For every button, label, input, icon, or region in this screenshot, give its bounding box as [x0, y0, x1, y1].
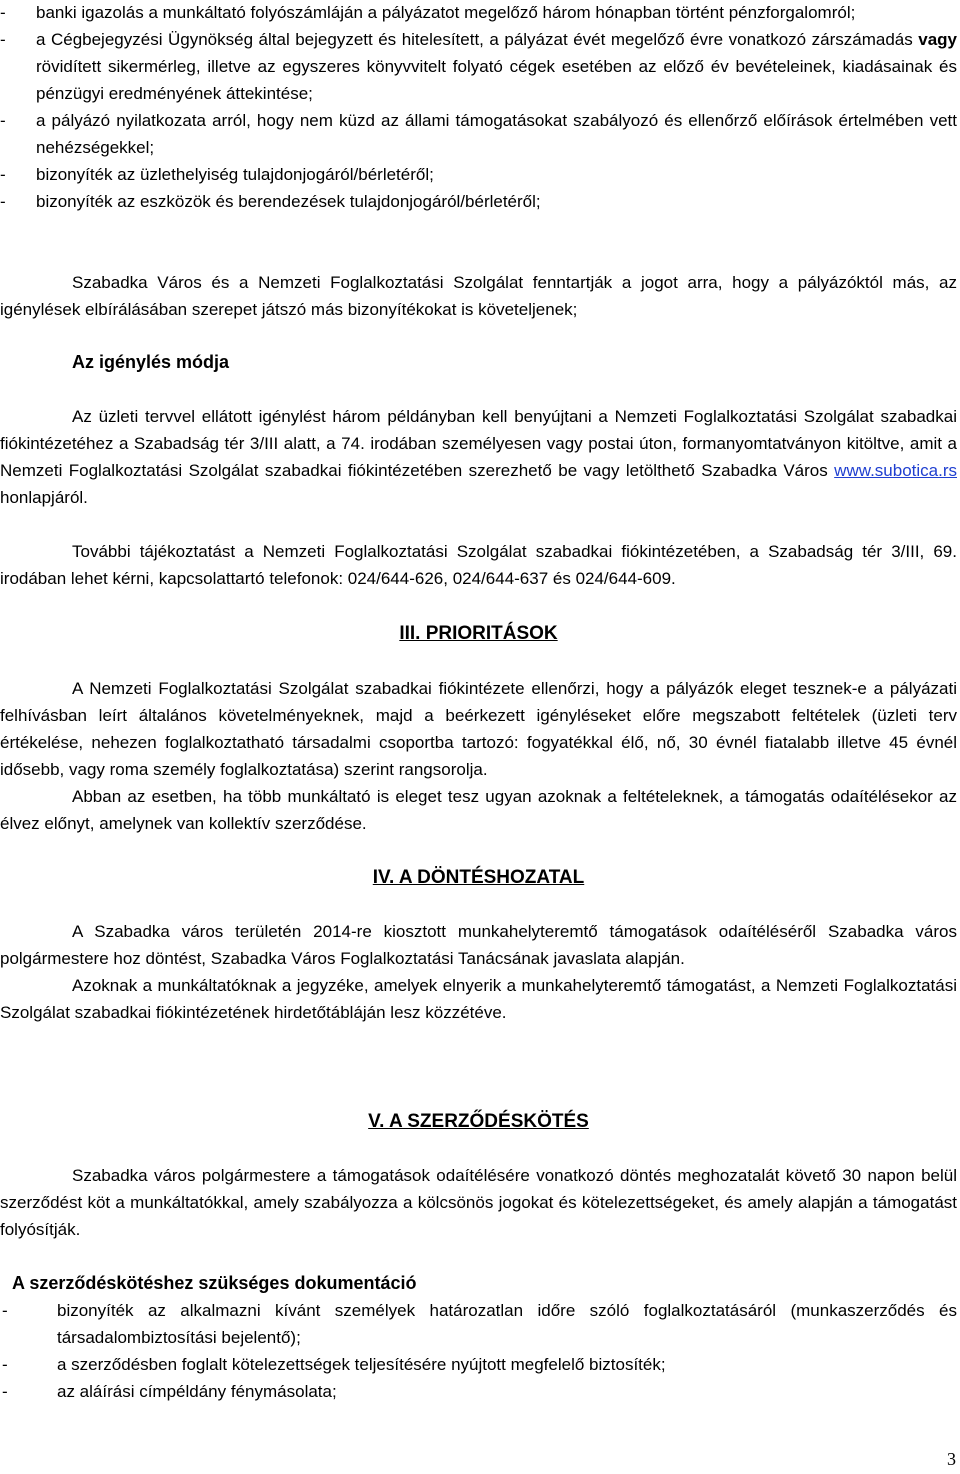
section-5-title: V. A SZERZŐDÉSKÖTÉS	[368, 1111, 589, 1132]
list-item-text: a pályázó nyilatkozata arról, hogy nem küzd az állami támogatásokat szabályozó és ellenőrző előírások értelmében vett nehézségekkel;	[36, 111, 957, 157]
info-section	[0, 538, 957, 592]
list-dash: -	[0, 111, 6, 130]
list-item-text: bizonyíték az üzlethelyiség tulajdonjogáról/bérletéről;	[36, 165, 434, 184]
list-item	[0, 1297, 957, 1351]
list-item	[0, 0, 957, 26]
section-4-paragraph-2: Azoknak a munkáltatóknak a jegyzéke, amelyek elnyerik a munkahelyteremtő támogatást, a Nemzeti Foglalkoztatási Szolgálat szabadkai fiókintézetének hirdetőtábláján lesz közzétéve.	[0, 976, 957, 1022]
method-text-end: honlapjáról.	[0, 488, 88, 507]
section-3-title: III. PRIORITÁSOK	[399, 623, 558, 644]
emphasis-vagy: vagy	[918, 30, 957, 49]
section-4-body	[0, 918, 957, 1026]
website-link[interactable]: www.subotica.rs	[834, 461, 957, 480]
section-3-body	[0, 675, 957, 837]
docs-list	[0, 1297, 957, 1405]
section-5-body	[0, 1162, 957, 1243]
method-heading-block	[72, 349, 872, 376]
reservation-paragraph: Szabadka Város és a Nemzeti Foglalkoztatási Szolgálat fenntartják a jogot arra, hogy a pályázóktól más, az igénylések elbírálásában szerepet játszó más bizonyítékokat is követeljenek;	[0, 273, 957, 319]
method-section	[0, 403, 957, 511]
list-item-text: rövidített sikermérleg, illetve az egyszeres könyvvitelt folyató cégek esetében az előző év bevételeinek, kiadásainak és pénzügyi eredményének áttekintése;	[36, 57, 957, 103]
list-item	[0, 107, 957, 161]
section-3-paragraph-2: Abban az esetben, ha több munkáltató is eleget tesz ugyan azoknak a feltételeknek, a támogatás odaítélésekor az élvez előnyt, amelynek van kollektív szerződése.	[0, 787, 957, 833]
list-item	[0, 188, 957, 215]
section-5-title-block	[0, 1108, 957, 1135]
list-item	[0, 1378, 957, 1405]
list-dash: -	[2, 1355, 8, 1374]
list-item	[0, 161, 957, 188]
list-item-text: az aláírási címpéldány fénymásolata;	[57, 1382, 337, 1401]
section-5-paragraph: Szabadka város polgármestere a támogatások odaítélésére vonatkozó döntés meghozatalát követő 30 napon belül szerződést köt a munkáltatókkal, amely szabályozza a kölcsönös jogokat és kötelezettségeket, és amely alapján a támogatást folyósítják.	[0, 1166, 957, 1239]
method-text: Az üzleti tervvel ellátott igénylést három példányban kell benyújtani a Nemzeti Foglalkoztatási Szolgálat szabadkai fiókintézetéhez a Szabadság tér 3/III alatt, a 74. irodában személyesen vagy postai úton, formanyomtatványon kitöltve, amit a Nemzeti Foglalkoztatási Szolgálat szabadkai fiókintézetében szerezhető be vagy letölthető Szabadka Város	[0, 407, 957, 480]
list-dash: -	[0, 165, 6, 184]
section-4-title-block	[0, 864, 957, 891]
requirements-list	[0, 0, 957, 215]
method-heading: Az igénylés módja	[72, 352, 230, 372]
list-dash: -	[2, 1382, 8, 1401]
list-dash: -	[0, 3, 6, 22]
reservation-section	[0, 269, 957, 323]
list-dash: -	[0, 30, 6, 49]
list-dash: -	[2, 1301, 8, 1320]
list-item-text: bizonyíték az alkalmazni kívánt személyek határozatlan időre szóló foglalkoztatásáról (munkaszerződés és társadalombiztosítási bejelentő);	[57, 1301, 957, 1347]
list-item	[0, 26, 957, 107]
docs-heading-block	[12, 1270, 912, 1297]
section-4-paragraph-1: A Szabadka város területén 2014-re kiosztott munkahelyteremtő támogatások odaítéléséről Szabadka város polgármestere hoz döntést, Szabadka Város Foglalkoztatási Tanácsának javaslata alapján.	[0, 922, 957, 968]
page-number: 3	[947, 1449, 956, 1469]
list-item-text: a Cégbejegyzési Ügynökség által bejegyzett és hitelesített, a pályázat évét megelőző évre vonatkozó zárszámadás	[36, 30, 913, 49]
section-3-title-block	[0, 620, 957, 647]
info-paragraph: További tájékoztatást a Nemzeti Foglalkoztatási Szolgálat szabadkai fiókintézetében, a Szabadság tér 3/III, 69. irodában lehet kérni, kapcsolattartó telefonok: 024/644-626, 024/644-637 és 024/644-609.	[0, 542, 957, 588]
list-item-text: a szerződésben foglalt kötelezettségek teljesítésére nyújtott megfelelő biztosíték;	[57, 1355, 666, 1374]
list-dash: -	[0, 192, 6, 211]
list-item-text: bizonyíték az eszközök és berendezések tulajdonjogáról/bérletéről;	[36, 192, 541, 211]
section-3-paragraph-1: A Nemzeti Foglalkoztatási Szolgálat szabadkai fiókintézete ellenőrzi, hogy a pályázók eleget tesznek-e a pályázati felhívásban leírt általános követelményeknek, majd a beérkezett igényléseket előre megszabott feltételek (üzleti terv értékelése, nehezen foglalkoztatható társadalmi csoportba tartozó: fogyatékkal élő, nő, 30 évnél fiatalabb illetve 45 évnél idősebb, vagy roma személy foglalkoztatása) szerint rangsorolja.	[0, 679, 957, 779]
docs-heading: A szerződéskötéshez szükséges dokumentáció	[12, 1273, 417, 1293]
list-item	[0, 1351, 957, 1378]
list-item-text: banki igazolás a munkáltató folyószámláján a pályázatot megelőző három hónapban történt pénzforgalomról;	[36, 3, 856, 22]
method-paragraph	[0, 403, 957, 511]
section-4-title: IV. A DÖNTÉSHOZATAL	[372, 867, 585, 888]
